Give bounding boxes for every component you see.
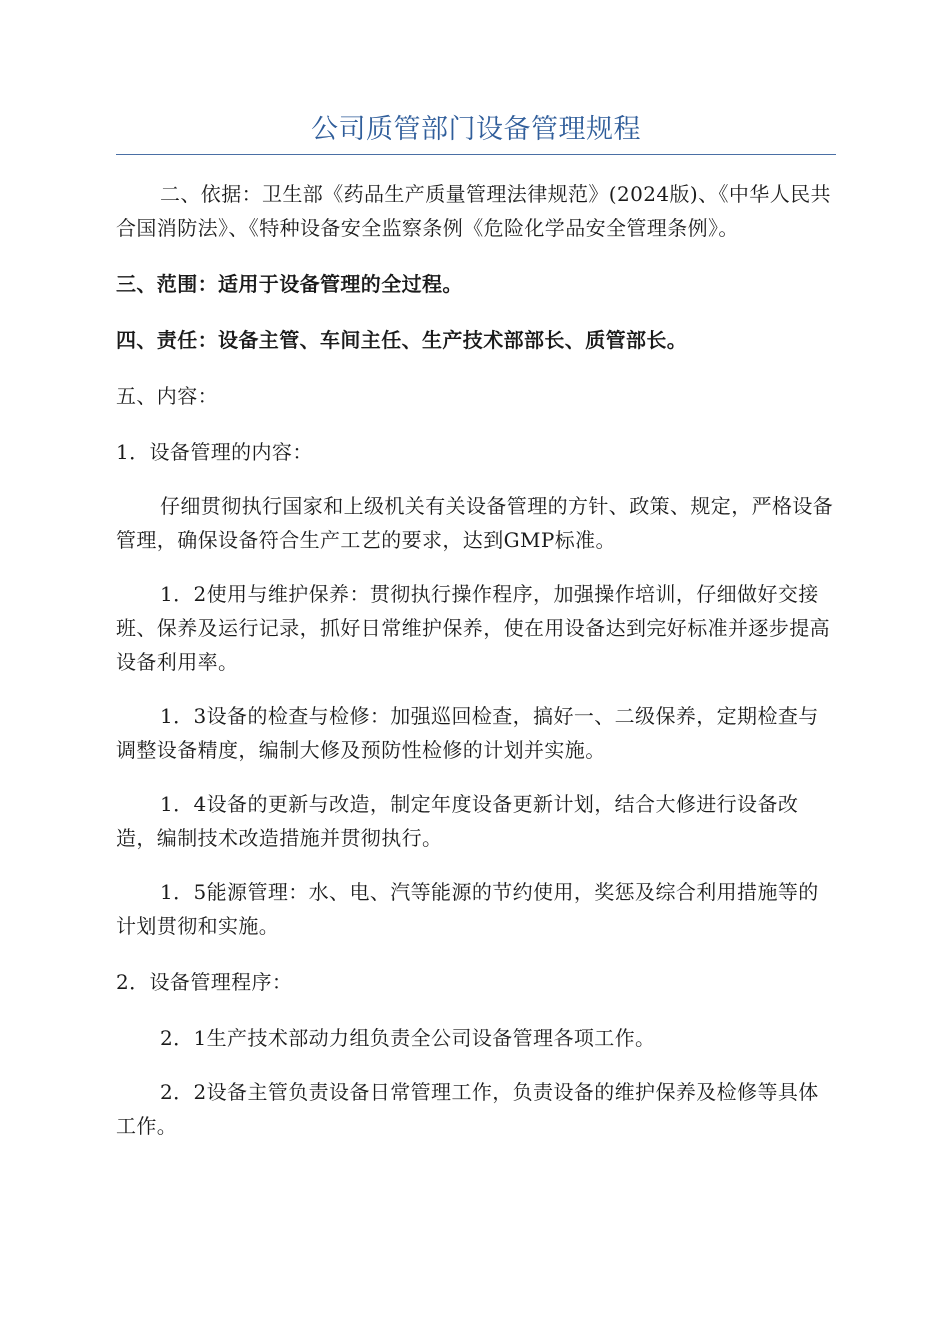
- paragraph-2-1: 2．1生产技术部动力组负责全公司设备管理各项工作。: [160, 1026, 656, 1050]
- paragraph-responsibility: 四、责任：设备主管、车间主任、生产技术部部长、质管部长。: [116, 328, 688, 352]
- section-heading-1: 1．设备管理的内容：: [116, 440, 313, 464]
- document-title: 公司质管部门设备管理规程: [116, 110, 836, 155]
- paragraph-2-2: 2．2设备主管负责设备日常管理工作，负责设备的维护保养及检修等具体工作。: [116, 1080, 819, 1138]
- section-heading-2: 2．设备管理程序：: [116, 970, 293, 994]
- paragraph-1-3: 1．3设备的检查与检修：加强巡回检查，搞好一、二级保养，定期检查与调整设备精度，编制大修及预防性检修的计划并实施。: [116, 704, 819, 762]
- paragraph-basis: 二、依据：卫生部《药品生产质量管理法律规范》(2024版)、《中华人民共合国消防法》、《特种设备安全监察条例《危险化学品安全管理条例》。: [116, 182, 831, 240]
- paragraph-1-5: 1．5能源管理：水、电、汽等能源的节约使用，奖惩及综合利用措施等的计划贯彻和实施。: [116, 880, 819, 938]
- document-page: [116, 110, 836, 1143]
- paragraph-scope: 三、范围：适用于设备管理的全过程。: [116, 272, 463, 296]
- paragraph-1-4: 1．4设备的更新与改造，制定年度设备更新计划，结合大修进行设备改造，编制技术改造措施并贯彻执行。: [116, 792, 799, 850]
- paragraph-content-heading: 五、内容：: [116, 384, 218, 408]
- paragraph-1-2: 1．2使用与维护保养：贯彻执行操作程序，加强操作培训，仔细做好交接班、保养及运行记录，抓好日常维护保养，使在用设备达到完好标准并逐步提高设备利用率。: [116, 582, 830, 674]
- paragraph-1-intro: 仔细贯彻执行国家和上级机关有关设备管理的方针、政策、规定，严格设备管理，确保设备符合生产工艺的要求，达到GMP标准。: [116, 494, 834, 552]
